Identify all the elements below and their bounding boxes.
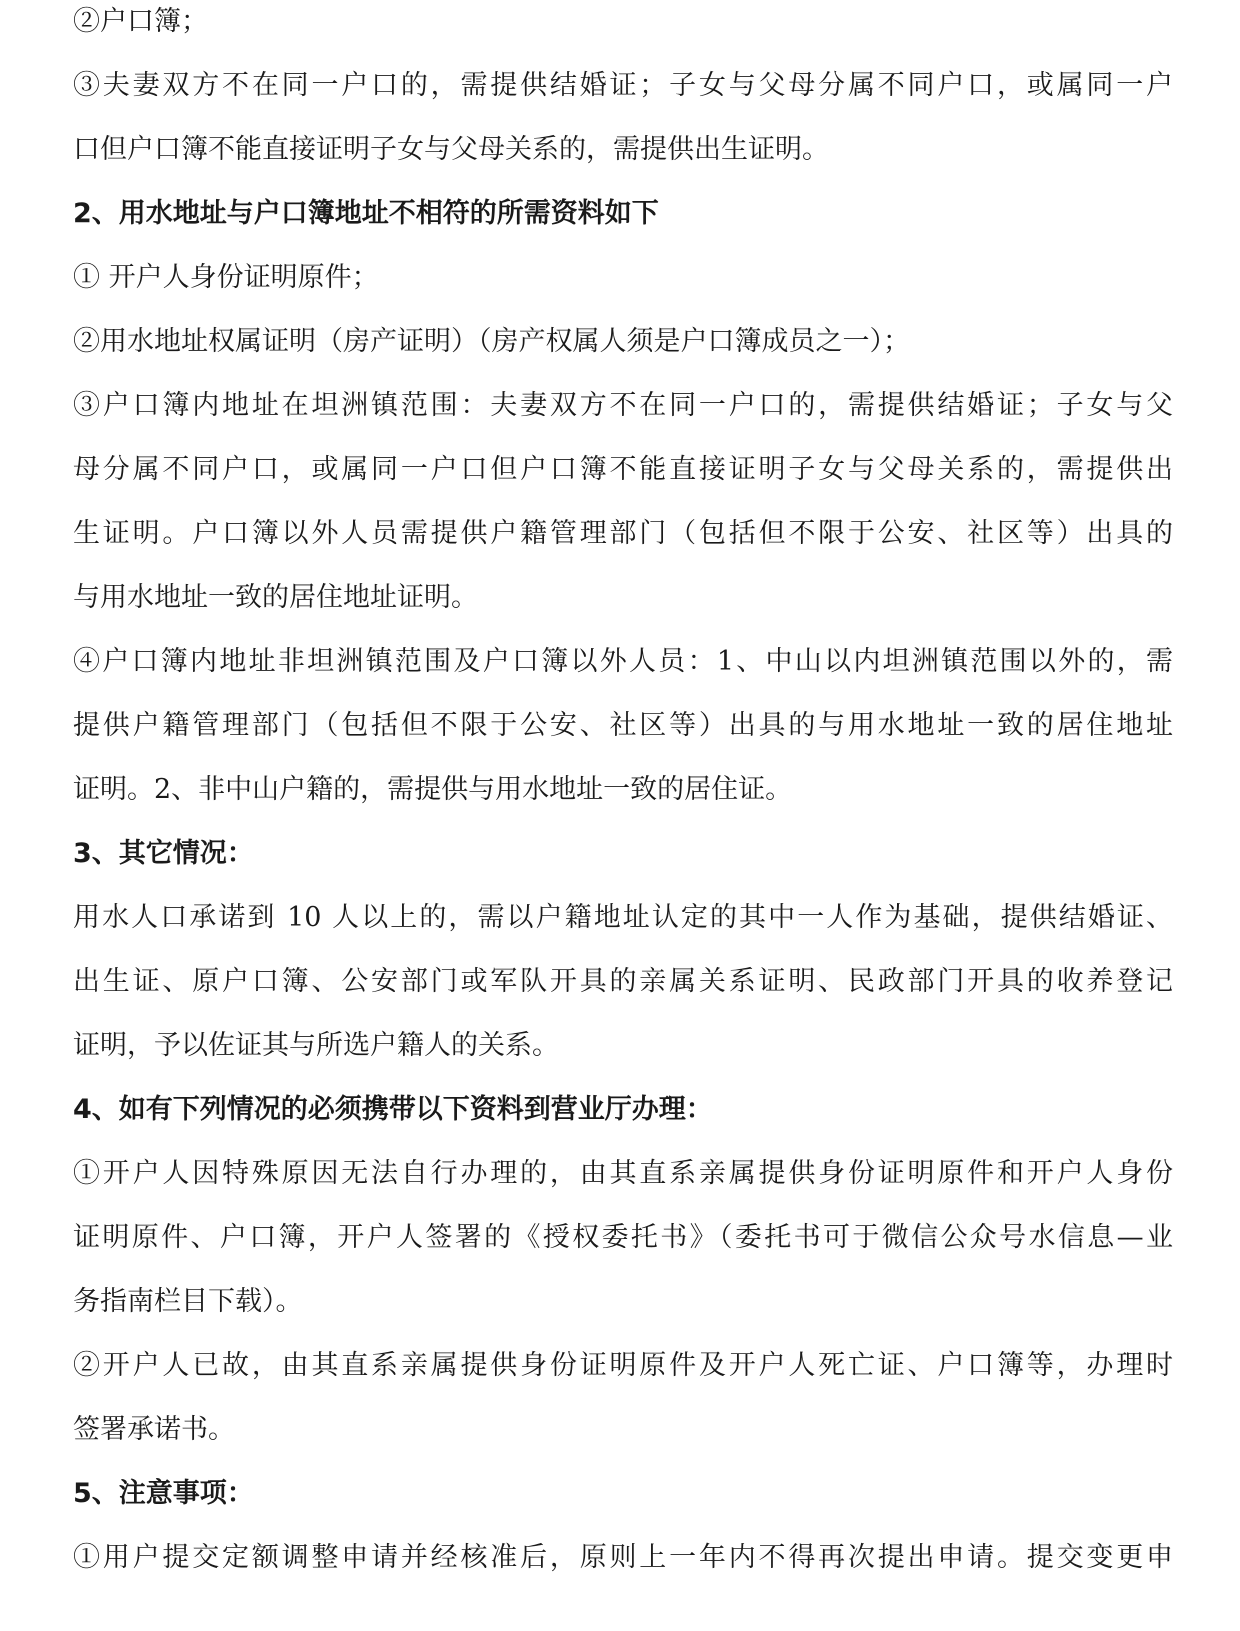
text-line: ①用户提交定额调整申请并经核准后，原则上一年内不得再次提出申请。提交变更申 [73, 1542, 1173, 1573]
text-line: 证明，予以佐证其与所选户籍人的关系。 [73, 1030, 559, 1061]
section-heading: 4、如有下列情况的必须携带以下资料到营业厅办理： [73, 1094, 713, 1125]
section-heading: 2、用水地址与户口簿地址不相符的所需资料如下 [73, 198, 659, 229]
text-line: ①开户人因特殊原因无法自行办理的，由其直系亲属提供身份证明原件和开户人身份 [73, 1158, 1173, 1189]
text-line: 提供户籍管理部门（包括但不限于公安、社区等）出具的与用水地址一致的居住地址 [73, 710, 1173, 741]
text-line: 务指南栏目下载）。 [73, 1286, 303, 1317]
text-line: ②户口簿； [73, 6, 208, 37]
text-line: 用水人口承诺到 10 人以上的，需以户籍地址认定的其中一人作为基础，提供结婚证、 [73, 902, 1173, 933]
text-line: ③户口簿内地址在坦洲镇范围：夫妻双方不在同一户口的，需提供结婚证；子女与父 [73, 390, 1173, 421]
text-line: ③夫妻双方不在同一户口的，需提供结婚证；子女与父母分属不同户口，或属同一户 [73, 70, 1173, 101]
text-line: 出生证、原户口簿、公安部门或军队开具的亲属关系证明、民政部门开具的收养登记 [73, 966, 1173, 997]
text-line: ① 开户人身份证明原件； [73, 262, 379, 293]
text-line: 证明原件、户口簿，开户人签署的《授权委托书》（委托书可于微信公众号水信息—业 [73, 1222, 1173, 1253]
text-line: 签署承诺书。 [73, 1414, 235, 1445]
section-heading: 5、注意事项： [73, 1478, 254, 1509]
text-line: 证明。2、非中山户籍的，需提供与用水地址一致的居住证。 [73, 774, 793, 805]
text-line: ②开户人已故，由其直系亲属提供身份证明原件及开户人死亡证、户口簿等，办理时 [73, 1350, 1173, 1381]
text-line: 与用水地址一致的居住地址证明。 [73, 582, 478, 613]
section-heading: 3、其它情况： [73, 838, 254, 869]
text-line: 口但户口簿不能直接证明子女与父母关系的，需提供出生证明。 [73, 134, 829, 165]
text-line: ④户口簿内地址非坦洲镇范围及户口簿以外人员：1、中山以内坦洲镇范围以外的，需 [73, 646, 1173, 677]
text-line: ②用水地址权属证明（房产证明）（房产权属人须是户口簿成员之一）； [73, 326, 910, 357]
text-line: 生证明。户口簿以外人员需提供户籍管理部门（包括但不限于公安、社区等）出具的 [73, 518, 1173, 549]
text-line: 母分属不同户口，或属同一户口但户口簿不能直接证明子女与父母关系的，需提供出 [73, 454, 1173, 485]
document-page [73, 0, 1173, 1590]
